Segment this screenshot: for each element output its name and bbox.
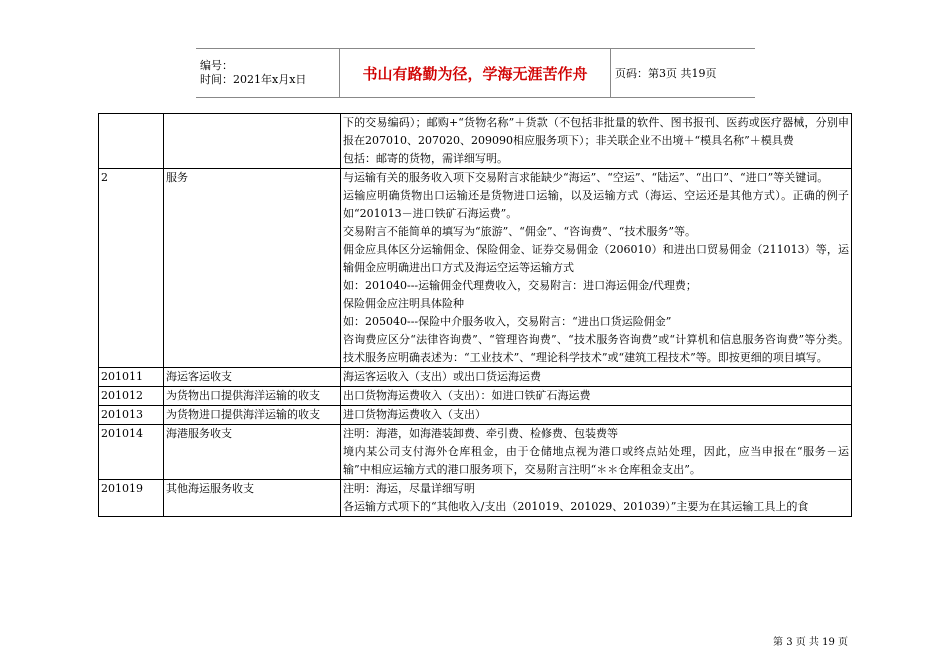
time-label: 时间：2021年x月x日 [200, 73, 307, 86]
row-description [341, 406, 852, 425]
row-code: 201013 [99, 406, 164, 425]
row-code: 201012 [99, 387, 164, 406]
page-header [196, 48, 755, 98]
table-row [99, 368, 852, 387]
description-line: 佣金应具体区分运输佣金、保险佣金、证券交易佣金（206010）和进出口贸易佣金（211013）等，运输佣金应明确进出口方式及海运空运等运输方式 [343, 243, 849, 274]
description-line: 与运输有关的服务收入项下交易附言求能缺少“海运”、“空运”、“陆运”、“出口”、“进口”等关键词。 [343, 171, 829, 184]
row-code: 201014 [99, 425, 164, 480]
table-row [99, 387, 852, 406]
description-line: 如：201040---运输佣金代理费收入，交易附言：进口海运佣金/代理费； [343, 279, 697, 292]
description-line: 保险佣金应注明具体险种 [343, 297, 464, 310]
description-line: 如：205040---保险中介服务收入，交易附言：“进出口货运险佣金” [343, 315, 672, 328]
row-name: 海运客运收支 [164, 368, 341, 387]
header-meta [196, 49, 340, 98]
number-label: 编号： [200, 59, 233, 72]
description-line: 海运客运收入（支出）或出口货运海运费 [343, 370, 541, 383]
row-description [341, 169, 852, 368]
row-code: 201019 [99, 480, 164, 517]
description-line: 各运输方式项下的“其他收入/支出（201019、201029、201039）”主要为在其运输工具上的食 [343, 500, 809, 513]
table-row [99, 169, 852, 368]
row-description [341, 480, 852, 517]
description-line: 交易附言不能简单的填写为“旅游”、“佣金”、“咨询费”、“技术服务”等。 [343, 225, 696, 238]
description-line: 出口货物海运费收入（支出）：如进口铁矿石海运费 [343, 389, 591, 402]
table-row [99, 425, 852, 480]
table-row [99, 114, 852, 169]
description-line: 注明：海运，尽量详细写明 [343, 482, 475, 495]
description-line: 咨询费应区分“法律咨询费”、“管理咨询费”、“技术服务咨询费”或“计算机和信息服务咨询费”等分类。技术服务应明确表述为：“工业技术”、“理论科学技术”或“建筑工程技术”等。即按更细的项目填写。 [343, 333, 849, 364]
row-code: 2 [99, 169, 164, 368]
row-name: 为货物出口提供海洋运输的收支 [164, 387, 341, 406]
description-line: 注明：海港，如海港装卸费、牵引费、检修费、包装费等 [343, 427, 618, 440]
table-row [99, 480, 852, 517]
row-description [341, 425, 852, 480]
row-name [164, 114, 341, 169]
row-description [341, 387, 852, 406]
description-line: 境内某公司支付海外仓库租金，由于仓储地点视为港口或终点站处理，因此，应当申报在“服务－运输”中相应运输方式的港口服务项下，交易附言注明“＊＊仓库租金支出”。 [343, 445, 849, 476]
row-name: 为货物进口提供海洋运输的收支 [164, 406, 341, 425]
row-name: 服务 [164, 169, 341, 368]
motto: 书山有路勤为径，学海无涯苦作舟 [340, 49, 611, 98]
content-table [98, 113, 852, 517]
row-description [341, 368, 852, 387]
page-label: 页码：第3页 共19页 [611, 49, 756, 98]
page-footer: 第 3 页 共 19 页 [773, 637, 848, 648]
description-line: 运输应明确货物出口运输还是货物进口运输，以及运输方式（海运、空运还是其他方式）。正确的例子如“201013－进口铁矿石海运费”。 [343, 189, 849, 220]
description-line: 包括：邮寄的货物，需详细写明。 [343, 152, 508, 165]
table-row [99, 406, 852, 425]
description-line: 下的交易编码）；邮购+“货物名称”＋货款（不包括非批量的软件、图书报刊、医药或医疗器械，分别申报在207010、207020、209090相应服务项下）；非关联企业不出境＋“模具名称”＋模具费 [343, 116, 849, 147]
description-line: 进口货物海运费收入（支出） [343, 408, 486, 421]
row-code [99, 114, 164, 169]
row-code: 201011 [99, 368, 164, 387]
row-name: 海港服务收支 [164, 425, 341, 480]
row-name: 其他海运服务收支 [164, 480, 341, 517]
row-description [341, 114, 852, 169]
